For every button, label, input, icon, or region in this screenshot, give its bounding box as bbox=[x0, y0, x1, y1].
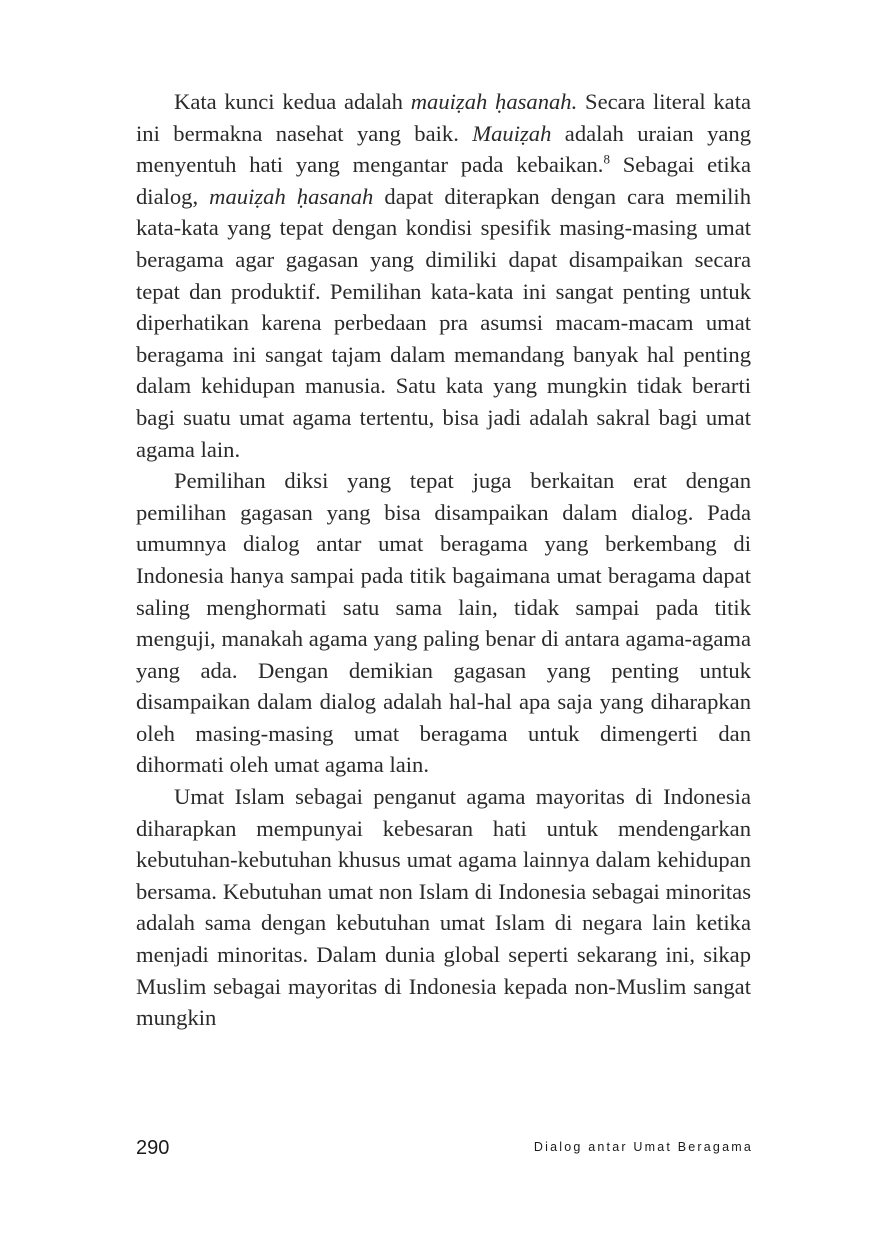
paragraph bbox=[136, 86, 751, 465]
text-run: Pemilihan diksi yang tepat juga berkaitan erat dengan pemilihan gagasan yang bisa disampaikan dalam dialog. Pada umumnya dialog antar umat beragama yang berkembang di Indonesia hanya sampai pada titik bagaimana umat beragama dapat saling menghormati satu sama lain, tidak sampai pada titik menguji, manakah agama yang paling benar di antara agama-agama yang ada. Dengan demikian gagasan yang penting untuk disampaikan dalam dialog adalah hal-hal apa saja yang diharapkan oleh masing-masing umat beragama untuk dimengerti dan dihormati oleh umat agama lain. bbox=[136, 468, 751, 778]
text-run: Kata kunci kedua adalah bbox=[174, 89, 411, 114]
paragraph bbox=[136, 781, 751, 1034]
paragraph bbox=[136, 465, 751, 781]
text-run: dapat diterapkan dengan cara memilih kata-kata yang tepat dengan kondisi spesifik masing-masing umat beragama agar gagasan yang dimiliki dapat disampaikan secara tepat dan produktif. Pemilihan kata-kata ini sangat penting untuk diperhatikan karena perbedaan pra asumsi macam-macam umat beragama ini sangat tajam dalam memandang banyak hal penting dalam kehidupan manusia. Satu kata yang mungkin tidak berarti bagi suatu umat agama tertentu, bisa jadi adalah sakral bagi umat agama lain. bbox=[136, 183, 751, 462]
italic-term: mauiẓah ḥasanah bbox=[209, 183, 374, 209]
footnote-reference: 8 bbox=[603, 151, 610, 167]
italic-term: mauiẓah ḥasanah. bbox=[410, 89, 578, 114]
running-title: Dialog antar Umat Beragama bbox=[533, 1140, 753, 1154]
text-run: Umat Islam sebagai penganut agama mayoritas di Indonesia diharapkan mempunyai kebesaran hati untuk mendengarkan kebutuhan-kebutuhan khusus umat agama lainnya dalam kehidupan bersama. Kebutuhan umat non Islam di Indonesia sebagai minoritas adalah sama dengan kebutuhan umat Islam di negara lain ketika menjadi minoritas. Dalam dunia global seperti sekarang ini, sikap Muslim sebagai mayoritas di Indonesia kepada non-Muslim sangat mungkin bbox=[136, 784, 751, 1031]
text-run: adalah uraian yang menyentuh hati yang mengantar pada kebaikan. bbox=[136, 120, 751, 178]
body-text bbox=[136, 86, 751, 1034]
text-run: Sebagai etika dialog, bbox=[136, 152, 751, 209]
italic-term: Mauiẓah bbox=[472, 120, 552, 146]
text-run: Secara literal kata ini bermakna nasehat yang baik. bbox=[136, 89, 752, 146]
page-footer bbox=[136, 1135, 753, 1161]
page-number: 290 bbox=[136, 1137, 170, 1159]
